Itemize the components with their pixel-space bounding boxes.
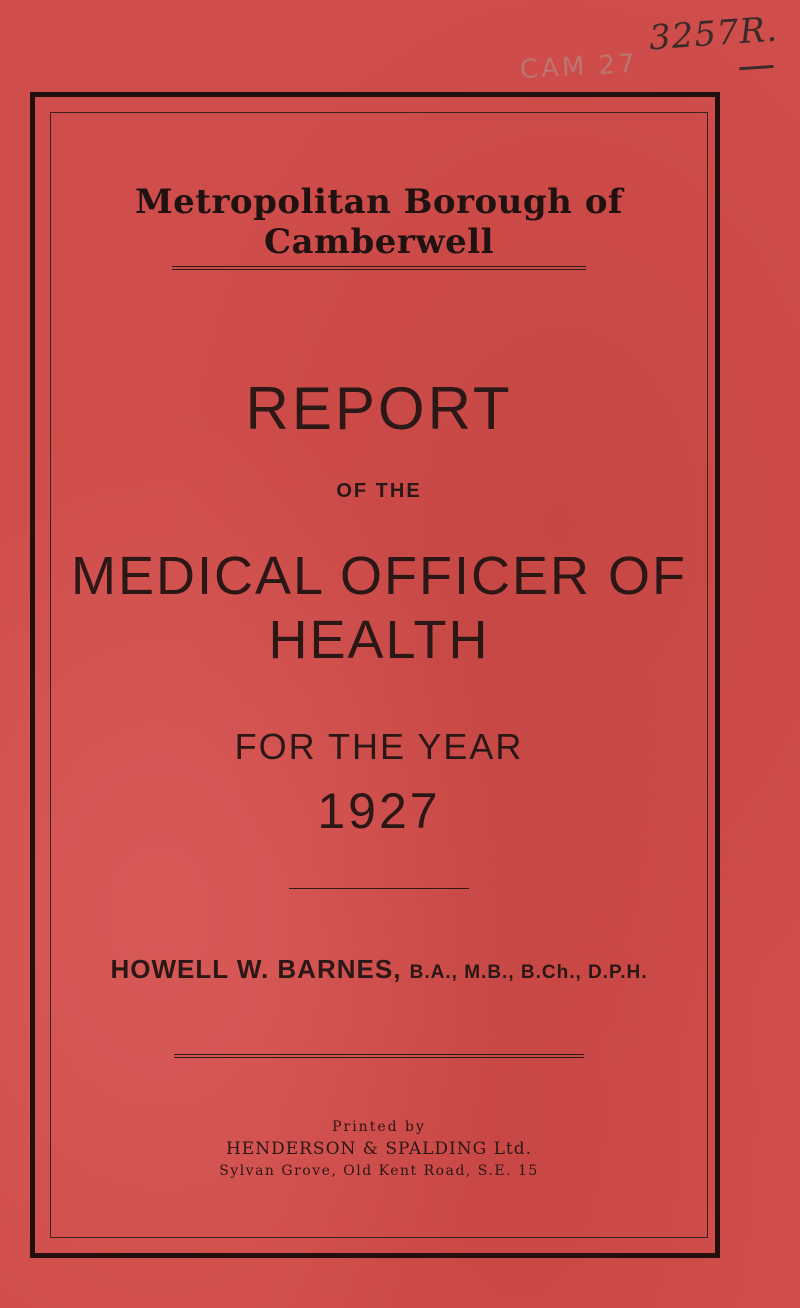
printed-by-label: Printed by bbox=[332, 1119, 426, 1135]
title-line-1: MEDICAL OFFICER OF bbox=[70, 546, 688, 606]
for-the-year-label: FOR THE YEAR bbox=[234, 726, 524, 767]
report-title: REPORT bbox=[245, 375, 513, 442]
printer-address: Sylvan Grove, Old Kent Road, S.E. 15 bbox=[219, 1163, 539, 1179]
bottom-divider-rule bbox=[174, 1054, 584, 1058]
author-credentials: B.A., M.B., B.Ch., D.P.H. bbox=[409, 962, 648, 983]
printer-imprint bbox=[50, 1116, 708, 1182]
printer-name: HENDERSON & SPALDING Ltd. bbox=[225, 1139, 533, 1159]
borough-heading: Metropolitan Borough of Camberwell bbox=[135, 182, 623, 262]
author-line bbox=[30, 954, 728, 985]
report-year: 1927 bbox=[317, 783, 441, 839]
title-line-2: HEALTH bbox=[268, 610, 490, 670]
cover-content bbox=[50, 112, 708, 1238]
middle-divider-rule bbox=[289, 888, 469, 889]
author-name: HOWELL W. BARNES, bbox=[110, 954, 402, 984]
medical-officer-title bbox=[50, 544, 708, 672]
of-the-subtitle: OF THE bbox=[336, 480, 422, 502]
catalogue-number-annotation: 3257R. bbox=[647, 9, 780, 59]
shelf-code-annotation: CAM 27 bbox=[519, 48, 639, 86]
top-divider-rule bbox=[172, 266, 586, 270]
